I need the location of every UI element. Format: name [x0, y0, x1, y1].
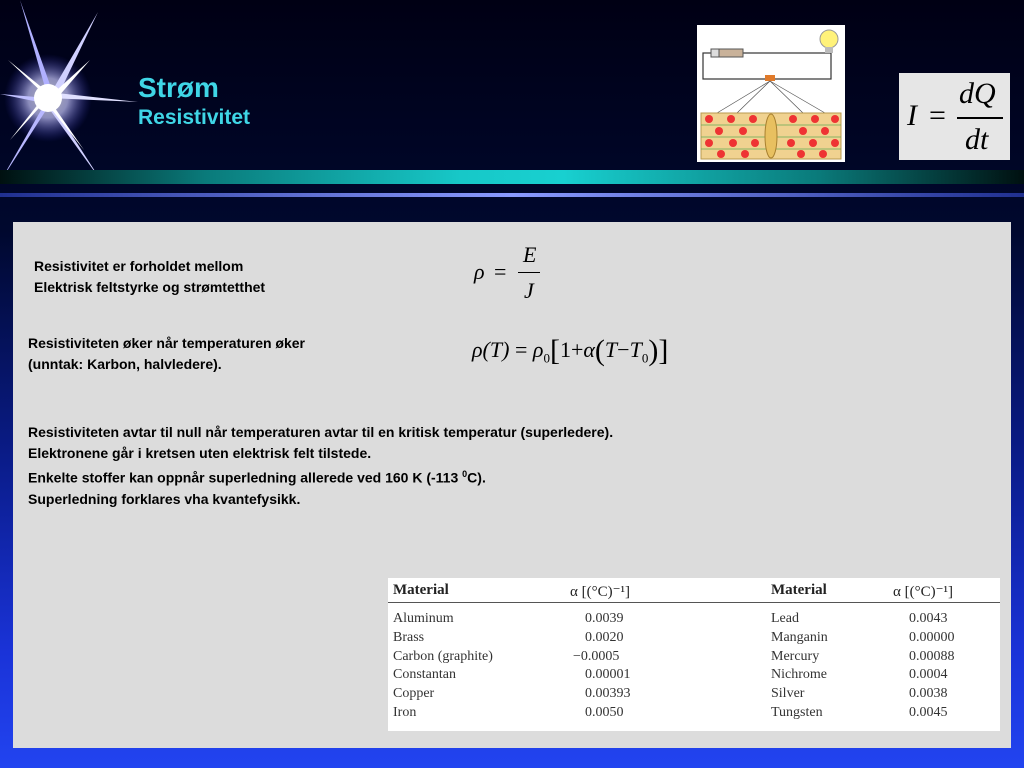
header-divider-bar — [0, 170, 1024, 184]
t0-symbol: T — [629, 337, 642, 362]
star-decoration-icon — [0, 0, 150, 190]
minus: − — [617, 337, 630, 362]
slide-subtitle: Resistivitet — [138, 106, 251, 129]
table-cell-alpha: 0.00088 — [909, 649, 955, 664]
table-cell-material: Mercury — [771, 649, 820, 664]
current-formula — [899, 73, 1010, 160]
resistivity-coefficient-table — [388, 578, 1000, 731]
degree-superscript: 0 — [462, 469, 468, 479]
table-cell-alpha: 0.0050 — [585, 705, 624, 720]
table-row — [393, 686, 434, 702]
para3-line3-end: C). — [467, 469, 486, 486]
table-row — [393, 667, 456, 683]
table-cell-material: Nichrome — [771, 667, 827, 682]
table-cell-material: Tungsten — [771, 705, 823, 720]
eq-symbol: = — [514, 337, 528, 362]
table-cell-material: Brass — [393, 630, 425, 645]
fraction-bar — [957, 117, 1003, 119]
table-cell-alpha: −0.0005 — [573, 649, 620, 664]
table-cell-material: Iron — [393, 705, 417, 720]
resistivity-formula — [474, 242, 554, 302]
table-cell-alpha: 0.00393 — [585, 686, 631, 701]
table-header-material-left: Material — [393, 582, 449, 598]
table-cell-material: Copper — [393, 686, 435, 701]
table-cell-alpha: 0.0045 — [909, 705, 948, 720]
circuit-illustration — [697, 25, 845, 162]
formula-denominator: dt — [965, 123, 989, 156]
formula-eq: = — [929, 99, 946, 132]
table-row — [393, 611, 454, 627]
rho-t: ρ(T) — [472, 337, 510, 362]
table-cell-material: Lead — [771, 611, 799, 626]
header-divider-line — [0, 193, 1024, 197]
para3-line3: Enkelte stoffer kan oppnår superledning allerede ved 160 K (-113 — [28, 469, 463, 486]
eq-symbol: = — [494, 259, 507, 284]
table-cell-alpha: 0.00001 — [585, 667, 631, 682]
rho0-symbol: ρ — [532, 337, 544, 362]
open-paren: ( — [594, 334, 605, 367]
t-symbol: T — [604, 337, 618, 362]
table-cell-material: Silver — [771, 686, 805, 701]
table-cell-material: Carbon (graphite) — [393, 649, 493, 664]
table-header-alpha-right: α [(°C)⁻¹] — [893, 584, 954, 600]
paragraph-resistivity-definition — [34, 256, 265, 298]
table-cell-alpha: 0.0043 — [909, 611, 948, 626]
alpha-symbol: α — [583, 337, 595, 362]
table-cell-material: Constantan — [393, 667, 456, 682]
rho-symbol: ρ — [474, 259, 485, 284]
temperature-formula — [472, 334, 722, 374]
fraction-bar — [518, 272, 540, 273]
close-bracket: ] — [658, 334, 669, 367]
table-top-rule — [388, 602, 1000, 603]
plus: + — [570, 337, 584, 362]
table-cell-material: Aluminum — [393, 611, 454, 626]
table-cell-alpha: 0.0038 — [909, 686, 948, 701]
para2-line1: Resistiviteten øker når temperaturen øker — [28, 335, 305, 351]
table-cell-alpha: 0.00000 — [909, 630, 955, 645]
rho0-subscript: 0 — [543, 350, 550, 366]
circuit-diagram-icon — [697, 25, 845, 162]
close-paren: ) — [648, 334, 659, 367]
formula-lhs: I — [907, 99, 917, 132]
table-row — [393, 630, 424, 646]
t0-subscript: 0 — [641, 350, 649, 366]
table-cell-material: Manganin — [771, 630, 828, 645]
paragraph-temperature-dependence — [28, 333, 305, 375]
table-cell-alpha: 0.0039 — [585, 611, 624, 626]
table-header-material-right: Material — [771, 582, 827, 598]
slide-title: Strøm — [138, 72, 219, 103]
para3-line4: Superledning forklares vha kvantefysikk. — [28, 490, 301, 507]
para3-line1: Resistiviteten avtar til null når temperaturen avtar til en kritisk temperatur (superledere). — [28, 424, 614, 440]
slide-title-block — [138, 72, 250, 132]
one: 1 — [559, 337, 571, 362]
para3-line2: Elektronene går i kretsen uten elektrisk felt tilstede. — [28, 445, 372, 461]
para2-line2: (unntak: Karbon, halvledere). — [28, 356, 222, 372]
table-cell-alpha: 0.0004 — [909, 667, 948, 682]
table-row — [393, 705, 416, 721]
open-bracket: [ — [549, 334, 560, 367]
table-row — [393, 649, 493, 665]
current-density-symbol: J — [524, 278, 534, 303]
paragraph-superconductors — [28, 422, 613, 510]
para1-line1: Resistivitet er forholdet mellom — [34, 258, 244, 274]
formula-numerator: dQ — [959, 77, 996, 110]
table-header-alpha-left: α [(°C)⁻¹] — [570, 584, 631, 600]
e-field-symbol: E — [523, 242, 537, 267]
table-cell-alpha: 0.0020 — [585, 630, 624, 645]
para1-line2: Elektrisk feltstyrke og strømtetthet — [34, 279, 266, 295]
